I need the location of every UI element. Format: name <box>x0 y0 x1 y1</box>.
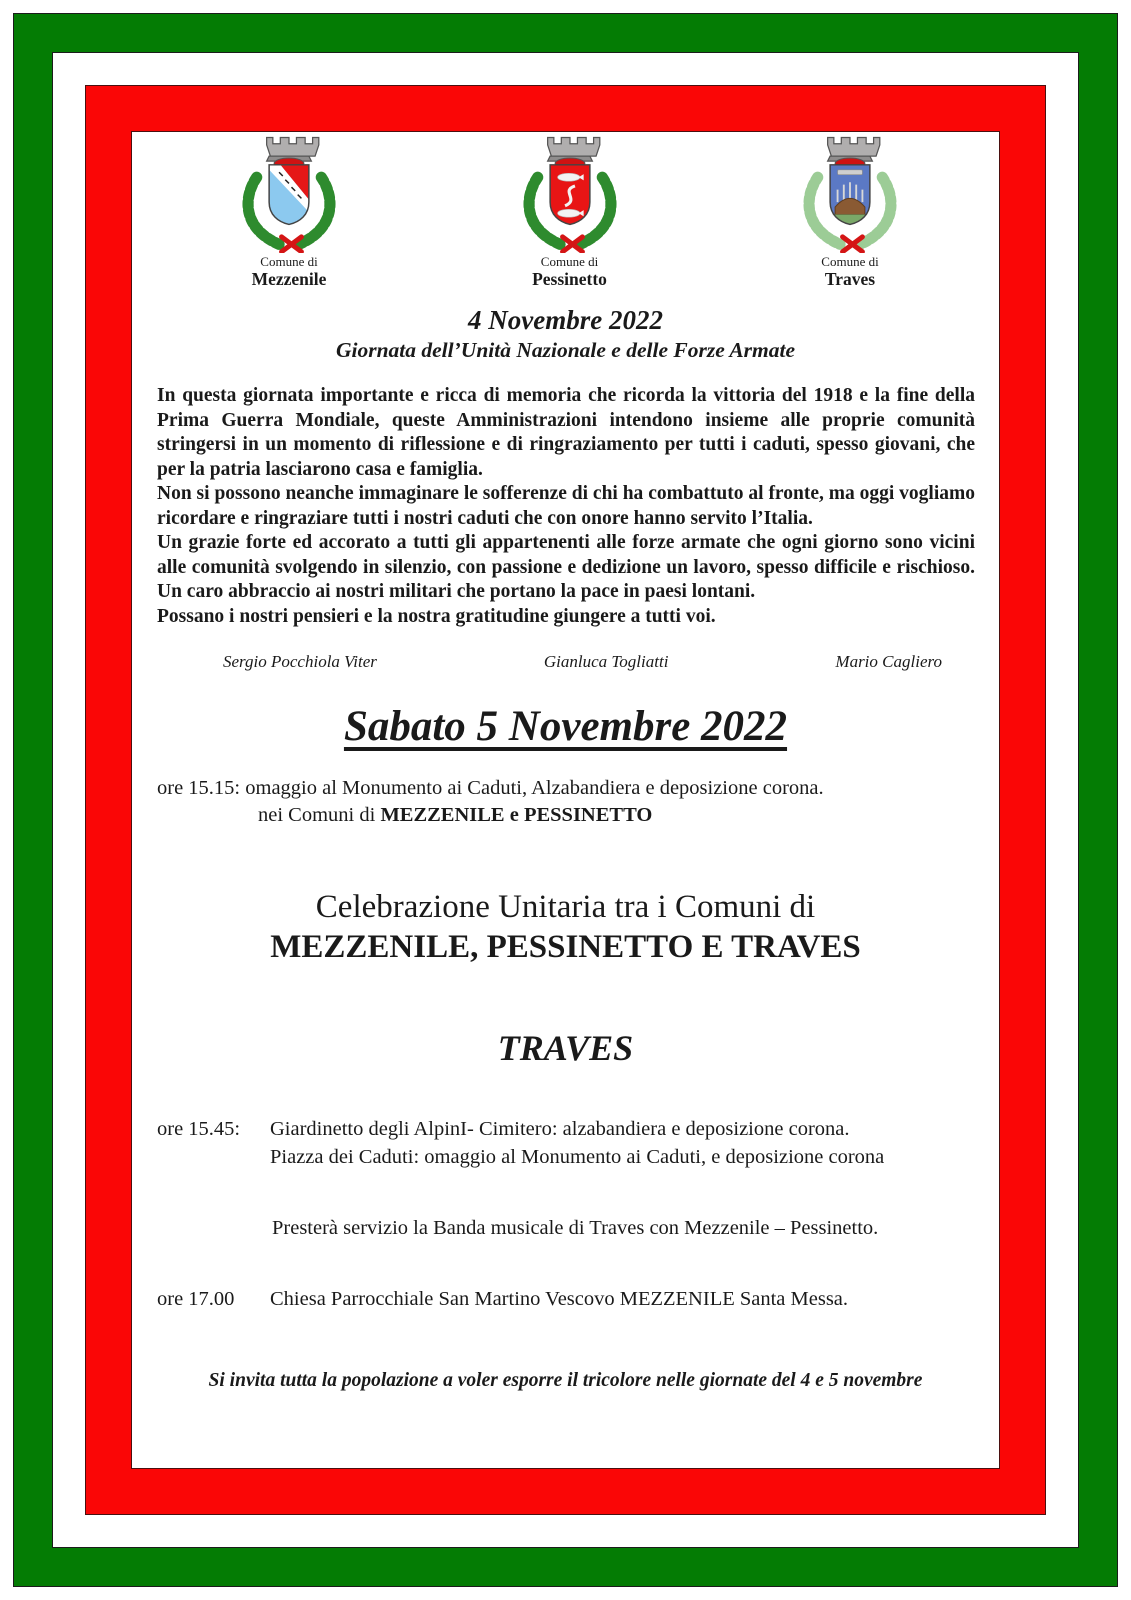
schedule-1515-line1: ore 15.15: omaggio al Monumento ai Caduti, Alzabandiera e deposizione corona. <box>157 777 824 799</box>
schedule-1545-text <box>270 1115 1000 1171</box>
body-paragraph: In questa giornata importante e ricca di memoria che ricorda la vittoria del 1918 e la fine della Prima Guerra Mondiale, queste Amministrazioni intendono insieme alle proprie comunità stringersi in un momento di riflessione e di ringraziamento per tutti i caduti, spesso giovani, che per la patria lasciarono casa e famiglia. <box>157 385 975 480</box>
body-paragraph: Non si possono neanche immaginare le sofferenze di chi ha combattuto al fronte, ma oggi vogliamo ricordare e ringraziare tutti i nostri caduti che con onore hanno servito l’Italia. <box>157 483 975 529</box>
schedule-1515-line2-prefix: nei Comuni di <box>258 804 381 826</box>
celebration-line2: MEZZENILE, PESSINETTO E TRAVES <box>270 929 861 965</box>
schedule-1545-line1: Giardinetto degli AlpinI- Cimitero: alzabandiera e deposizione corona. <box>270 1118 850 1140</box>
schedule-1700 <box>131 1285 1000 1313</box>
date-title: 4 Novembre 2022 <box>468 305 663 335</box>
emblem-name-pessinetto: Pessinetto <box>532 269 607 289</box>
body-paragraph: Possano i nostri pensieri e la nostra gratitudine giungere a tutti voi. <box>157 605 716 627</box>
celebration-line1: Celebrazione Unitaria tra i Comuni di <box>315 889 816 925</box>
subtitle: Giornata dell’Unità Nazionale e delle Forze Armate <box>335 338 796 362</box>
emblem-pessinetto <box>460 135 680 290</box>
emblem-prefix: Comune di <box>260 254 318 269</box>
saturday-heading-text: Sabato 5 Novembre 2022 <box>343 703 788 750</box>
schedule-1700-text: Chiesa Parrocchiale San Martino Vescovo MEZZENILE Santa Messa. <box>270 1288 849 1310</box>
schedule-1545-time: ore 15.45: <box>157 1118 241 1140</box>
footer-notice: Si invita tutta la popolazione a voler esporre il tricolore nelle giornate del 4 e 5 novembre <box>208 1370 923 1391</box>
signature-traves-mayor: Mario Cagliero <box>835 652 942 671</box>
schedule-1515-line2 <box>258 802 1000 829</box>
signatures-row <box>131 651 1000 673</box>
schedule-1545-line2: Piazza dei Caduti: omaggio al Monumento ai Caduti, e deposizione corona <box>270 1146 885 1168</box>
emblem-traves <box>740 135 960 290</box>
celebration-heading <box>131 887 1000 967</box>
emblem-mezzenile <box>179 135 399 290</box>
schedule-1515 <box>157 775 1000 829</box>
pessinetto-coat-of-arms-icon <box>495 135 645 253</box>
poster-content <box>131 131 1000 1469</box>
emblem-name-mezzenile: Mezzenile <box>251 269 327 289</box>
traves-coat-of-arms-icon <box>775 135 925 253</box>
body-paragraph: Un grazie forte ed accorato a tutti gli appartenenti alle forze armate che ogni giorno sono vicini alle comunità svolgendo in silenzio, con passione e dedizione un lavoro, spesso difficile e rischioso. Un caro abbraccio ai nostri militari che portano la pace in paesi lontani. <box>157 532 975 602</box>
emblem-name-traves: Traves <box>824 269 876 289</box>
signature-pessinetto-mayor: Gianluca Togliatti <box>543 652 669 671</box>
schedule-1700-time: ore 17.00 <box>157 1288 235 1310</box>
saturday-heading <box>131 699 1000 755</box>
mezzenile-coat-of-arms-icon <box>214 135 364 253</box>
traves-section-heading: TRAVES <box>497 1028 634 1068</box>
emblem-prefix: Comune di <box>821 254 879 269</box>
emblem-prefix: Comune di <box>540 254 599 269</box>
body-text <box>157 384 975 629</box>
band-note: Presterà servizio la Banda musicale di Traves con Mezzenile – Pessinetto. <box>272 1217 879 1239</box>
schedule-1515-line2-municipalities: MEZZENILE e PESSINETTO <box>380 804 653 826</box>
coat-of-arms-row <box>131 135 1000 290</box>
schedule-1545 <box>131 1115 1000 1171</box>
signature-mezzenile-mayor: Sergio Pocchiola Viter <box>223 652 377 671</box>
